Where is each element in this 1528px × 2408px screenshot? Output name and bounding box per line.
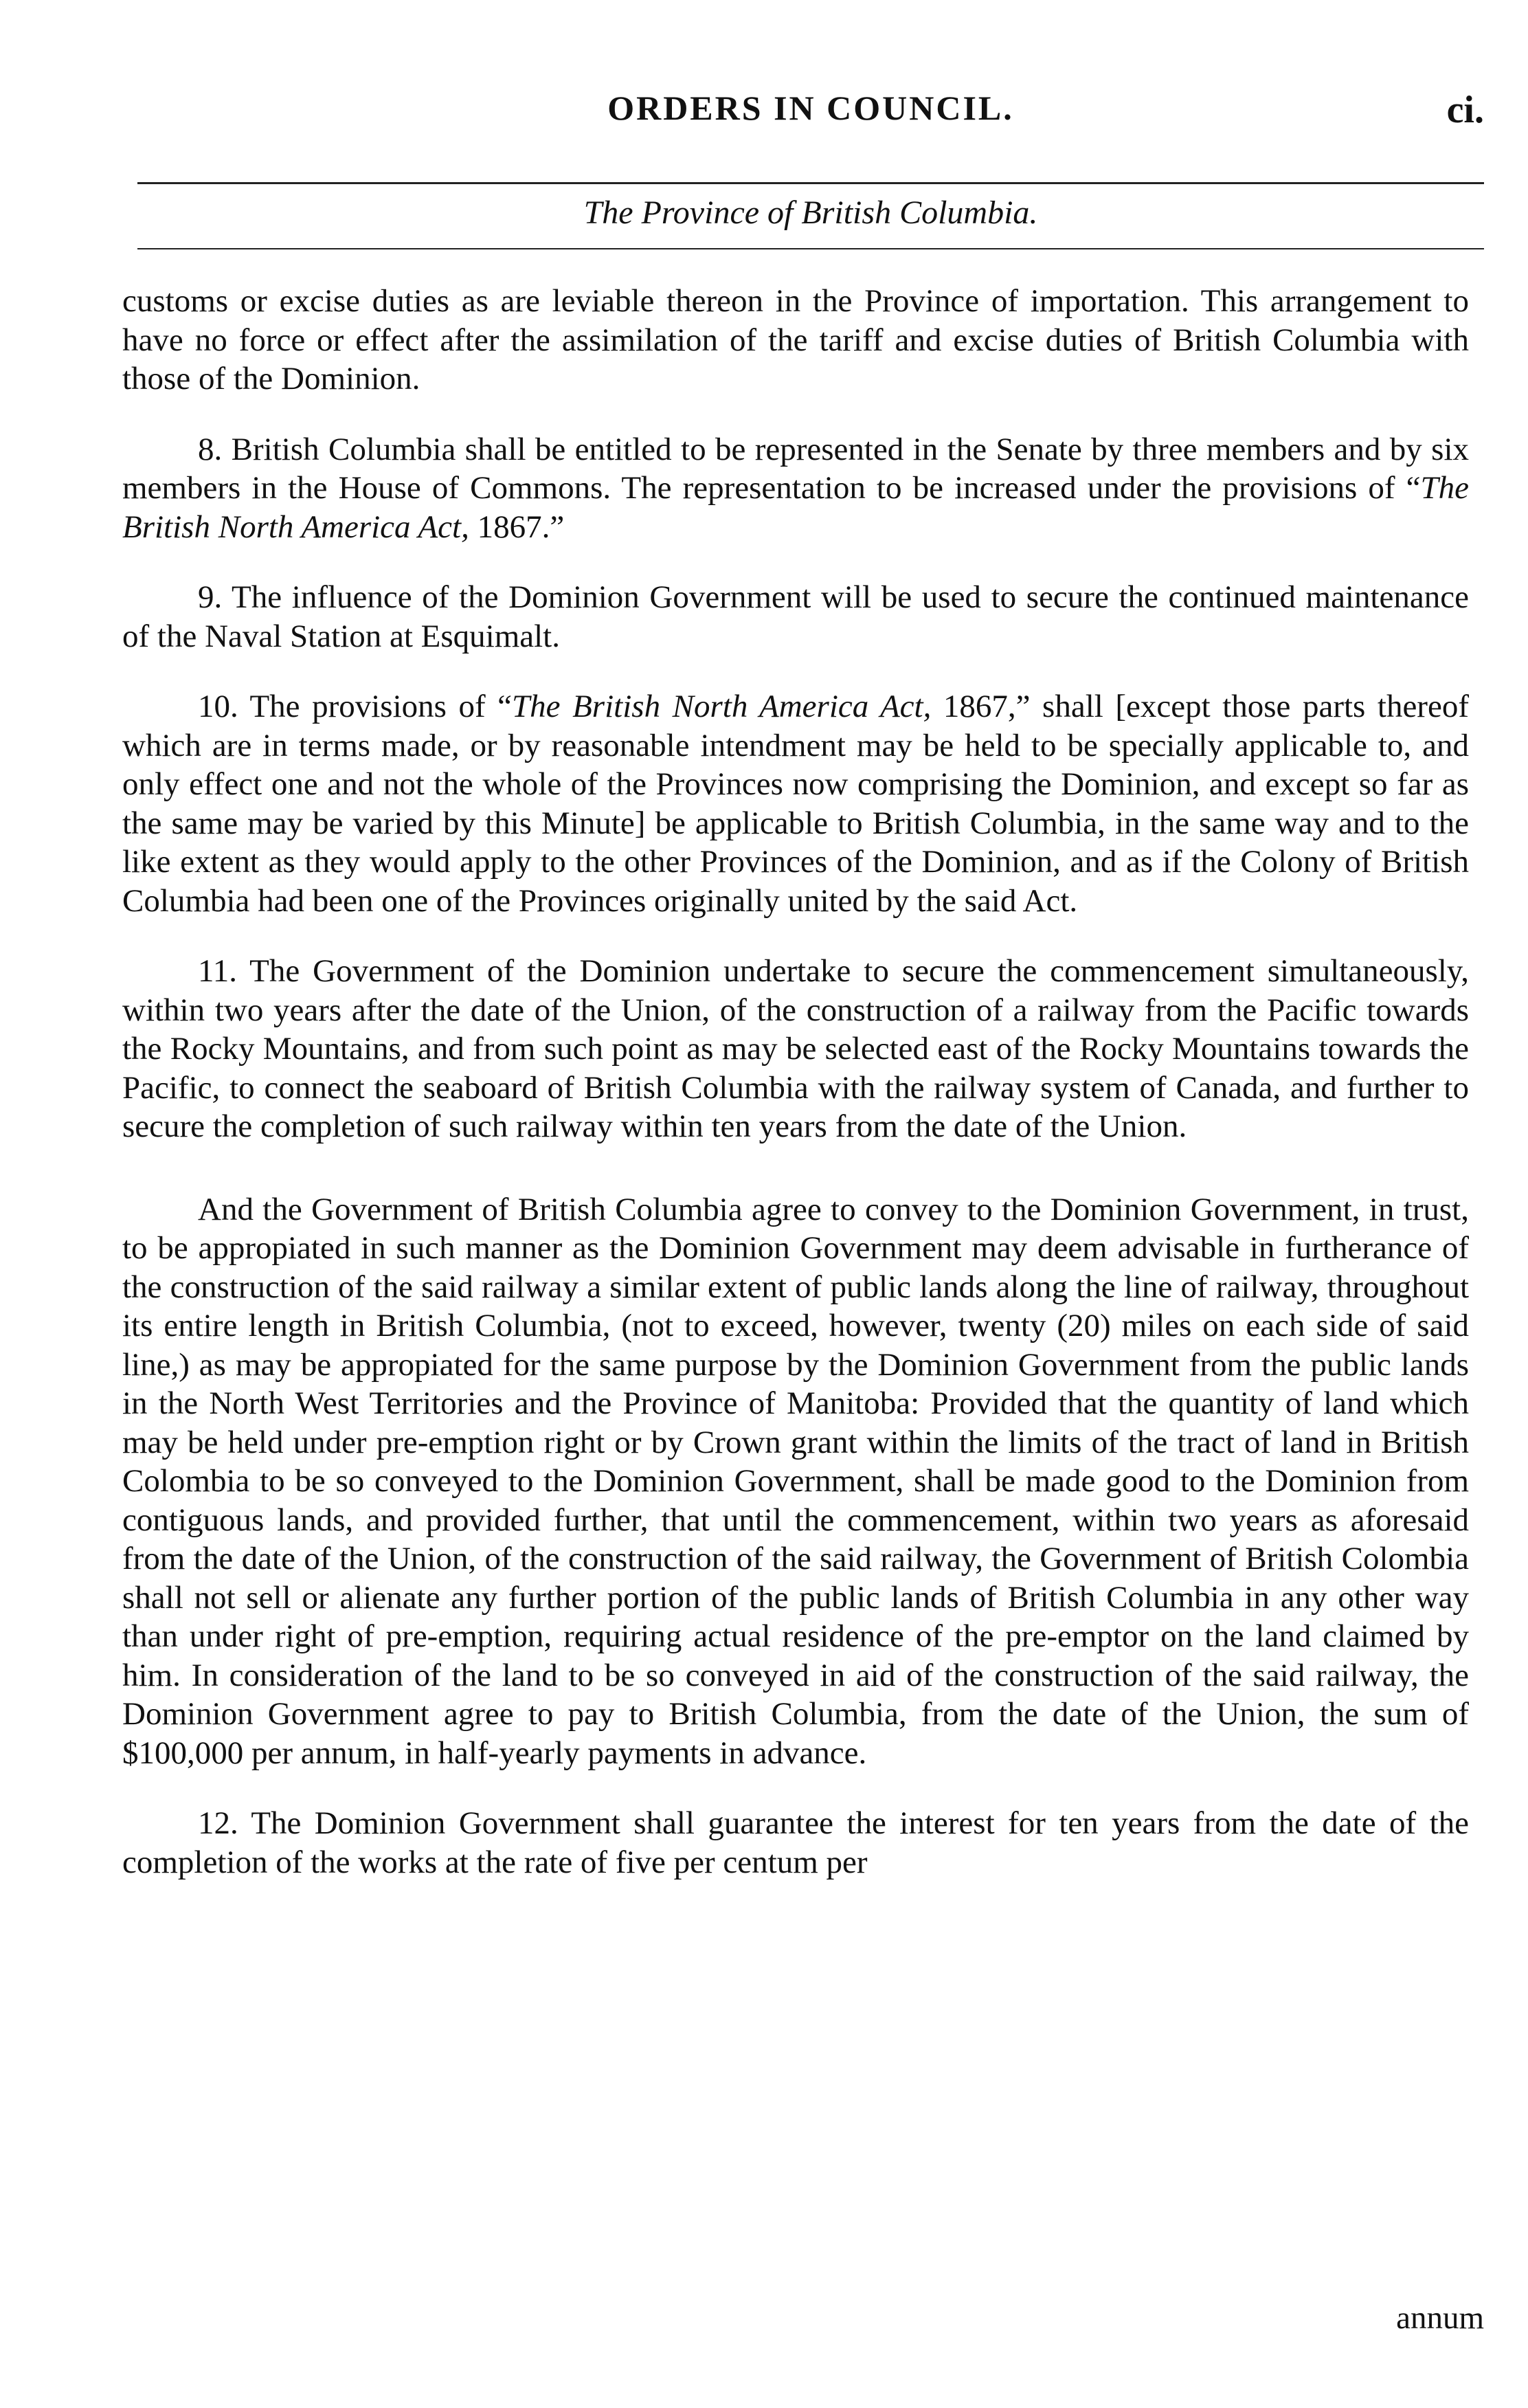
paragraph-10-act-title: The British North America Act,: [512, 689, 932, 724]
body-text: [122, 282, 1469, 1913]
running-head: [137, 88, 1484, 136]
section-subheading: The Province of British Columbia.: [583, 194, 1038, 231]
paragraph-11: 11. The Government of the Dominion undertake to secure the commencement simultaneously, within two years after the date of the Union, of the construction of a railway from the Pacific towards the Rocky Mountains, and from such point as may be selected east of the Rocky Mountains towards the Pacific, to connect the seaboard of British Columbia with the railway system of Canada, and further to secure the completion of such railway within ten years from the date of the Union.: [122, 953, 1469, 1144]
paragraph-10-text-end: 1867,” shall [except those parts thereof which are in terms made, or by reasonable intendment may be held to be specially applicable to, and only effect one and not the whole of the Provinces now comprising the Dominion, and except so far as the same may be varied by this Minute] be applicable to British Columbia, in the same way and to the like extent as they would apply to the other Provinces of the Dominion, and as if the Colony of British Columbia had been one of the Provinces originally united by the said Act.: [122, 689, 1469, 919]
paragraph-continuation: customs or excise duties as are leviable thereon in the Province of importation. This arrangement to have no force or effect after the assimilation of the tariff and excise duties of British Columbia with those of the Dominion.: [122, 283, 1469, 397]
paragraph-10: [122, 687, 1469, 920]
paragraph-railway-lands: And the Government of British Columbia agree to convey to the Dominion Government, in trust, to be appropiated in such manner as the Dominion Government may deem advisable in furtherance of the construction of the said railway a similar extent of public lands along the line of railway, throughout its entire length in British Columbia, (not to exceed, however, twenty (20) miles on each side of said line,) as may be appropiated for the same purpose by the Dominion Government from the public lands in the North West Territories and the Province of Manitoba: Provided that the quantity of land which may be held under pre-emption right or by Crown grant within the limits of the tract of land in British Colombia to be so conveyed to the Dominion Government, shall be made good to the Dominion from contiguous lands, and provided further, that until the commencement, within two years as aforesaid from the date of the Union, of the construction of the said railway, the Government of British Colombia shall not sell or alienate any further portion of the public lands of British Columbia in any other way than under right of pre-emption, requiring actual residence of the pre-emptor on the land claimed by him. In consideration of the land to be so conveyed in aid of the construction of the said railway, the Dominion Government agree to pay to British Columbia, from the date of the Union, the sum of $100,000 per annum, in half-yearly payments in advance.: [122, 1191, 1469, 1771]
paragraph-8: [122, 430, 1469, 547]
header-rule-top: [137, 182, 1484, 184]
header-rule-bottom: [137, 248, 1484, 249]
page-number: ci.: [1446, 89, 1484, 131]
running-title: ORDERS IN COUNCIL.: [607, 89, 1014, 127]
paragraph-8-text: 8. British Columbia shall be entitled to be represented in the Senate by three members and by six members in the House of Commons. The representation to be increased under the provisions of “: [122, 431, 1469, 506]
paragraph-8-text-end: 1867.”: [469, 509, 565, 545]
paragraph-12: 12. The Dominion Government shall guarantee the interest for ten years from the date of the completion of the works at the rate of five per centum per: [122, 1805, 1469, 1880]
paragraph-9: 9. The influence of the Dominion Government will be used to secure the continued maintenance of the Naval Station at Esquimalt.: [122, 579, 1469, 654]
paragraph-8-act-title: The British North America Act,: [122, 470, 1469, 545]
paragraph-10-text: 10. The provisions of “: [198, 689, 513, 724]
catchword: annum: [1396, 2300, 1484, 2336]
